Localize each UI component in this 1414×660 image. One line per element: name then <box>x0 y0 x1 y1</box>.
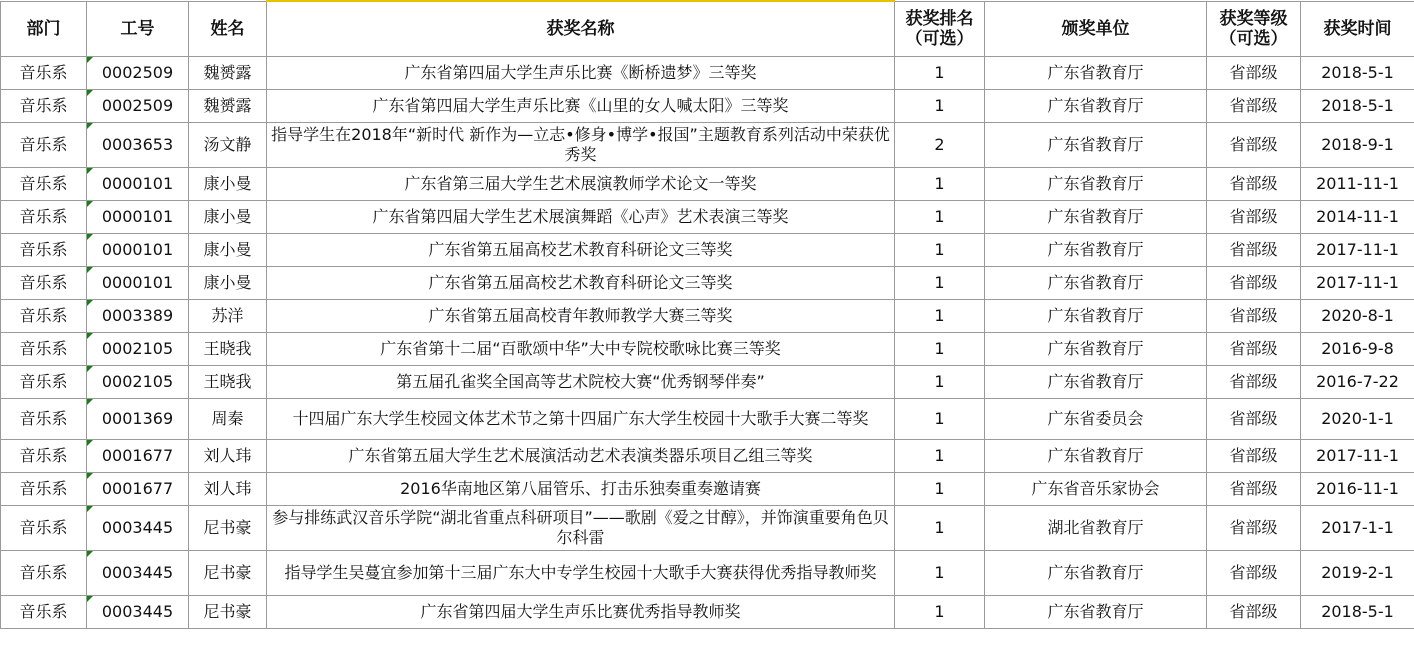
cell-staff-id[interactable]: 0003445 <box>87 506 189 551</box>
cell-department[interactable]: 音乐系 <box>1 300 87 333</box>
cell-award-rank[interactable]: 1 <box>895 90 985 123</box>
cell-award-rank[interactable]: 1 <box>895 551 985 596</box>
cell-staff-id[interactable]: 0003389 <box>87 300 189 333</box>
cell-award-date[interactable]: 2017-11-1 <box>1301 267 1414 300</box>
cell-award-date[interactable]: 2017-11-1 <box>1301 234 1414 267</box>
cell-award-rank[interactable]: 1 <box>895 473 985 506</box>
cell-award-rank[interactable]: 1 <box>895 333 985 366</box>
cell-issuer[interactable]: 广东省教育厅 <box>985 168 1207 201</box>
table-row <box>1 300 1414 333</box>
cell-issuer[interactable]: 广东省音乐家协会 <box>985 473 1207 506</box>
cell-issuer[interactable]: 广东省教育厅 <box>985 201 1207 234</box>
header-award-name[interactable]: 获奖名称 <box>267 1 895 57</box>
cell-award-level[interactable]: 省部级 <box>1207 399 1301 440</box>
cell-department[interactable]: 音乐系 <box>1 168 87 201</box>
cell-department[interactable]: 音乐系 <box>1 551 87 596</box>
cell-award-level[interactable]: 省部级 <box>1207 201 1301 234</box>
cell-name[interactable]: 王晓我 <box>189 333 267 366</box>
cell-issuer[interactable]: 广东省教育厅 <box>985 300 1207 333</box>
cell-name[interactable]: 康小曼 <box>189 267 267 300</box>
cell-award-name[interactable]: 广东省第四届大学生艺术展演舞蹈《心声》艺术表演三等奖 <box>267 201 895 234</box>
cell-department[interactable]: 音乐系 <box>1 399 87 440</box>
cell-award-rank[interactable]: 1 <box>895 596 985 629</box>
cell-issuer[interactable]: 广东省教育厅 <box>985 267 1207 300</box>
cell-award-level[interactable]: 省部级 <box>1207 90 1301 123</box>
header-staff-id[interactable]: 工号 <box>87 1 189 57</box>
cell-award-name[interactable]: 广东省第四届大学生声乐比赛《山里的女人喊太阳》三等奖 <box>267 90 895 123</box>
cell-award-level[interactable]: 省部级 <box>1207 300 1301 333</box>
cell-staff-id[interactable]: 0000101 <box>87 267 189 300</box>
table-row <box>1 506 1414 551</box>
cell-staff-id[interactable]: 0001677 <box>87 473 189 506</box>
cell-staff-id[interactable]: 0000101 <box>87 234 189 267</box>
cell-name[interactable]: 康小曼 <box>189 234 267 267</box>
cell-department[interactable]: 音乐系 <box>1 123 87 168</box>
header-issuer[interactable]: 颁奖单位 <box>985 1 1207 57</box>
cell-award-rank[interactable]: 1 <box>895 57 985 90</box>
cell-department[interactable]: 音乐系 <box>1 473 87 506</box>
cell-award-name[interactable]: 广东省第十二届“百歌颂中华”大中专院校歌咏比赛三等奖 <box>267 333 895 366</box>
cell-award-rank[interactable]: 1 <box>895 506 985 551</box>
cell-award-level[interactable]: 省部级 <box>1207 123 1301 168</box>
cell-award-rank[interactable]: 1 <box>895 267 985 300</box>
table-row <box>1 201 1414 234</box>
cell-staff-id[interactable]: 0003445 <box>87 596 189 629</box>
cell-award-rank[interactable]: 1 <box>895 440 985 473</box>
header-award-level[interactable]: 获奖等级（可选） <box>1207 1 1301 57</box>
table-row <box>1 399 1414 440</box>
cell-award-rank[interactable]: 1 <box>895 168 985 201</box>
header-name[interactable]: 姓名 <box>189 1 267 57</box>
cell-name[interactable]: 苏洋 <box>189 300 267 333</box>
cell-issuer[interactable]: 广东省教育厅 <box>985 57 1207 90</box>
cell-award-date[interactable]: 2019-2-1 <box>1301 551 1414 596</box>
cell-issuer[interactable]: 广东省教育厅 <box>985 234 1207 267</box>
table-row <box>1 333 1414 366</box>
cell-award-name[interactable]: 广东省第五届大学生艺术展演活动艺术表演类器乐项目乙组三等奖 <box>267 440 895 473</box>
cell-award-name[interactable]: 广东省第三届大学生艺术展演教师学术论文一等奖 <box>267 168 895 201</box>
cell-award-level[interactable]: 省部级 <box>1207 440 1301 473</box>
table-row <box>1 57 1414 90</box>
cell-name[interactable]: 汤文静 <box>189 123 267 168</box>
table-row <box>1 168 1414 201</box>
cell-staff-id[interactable]: 0001677 <box>87 440 189 473</box>
cell-award-level[interactable]: 省部级 <box>1207 596 1301 629</box>
cell-department[interactable]: 音乐系 <box>1 506 87 551</box>
table-row <box>1 234 1414 267</box>
cell-award-level[interactable]: 省部级 <box>1207 168 1301 201</box>
cell-department[interactable]: 音乐系 <box>1 267 87 300</box>
cell-staff-id[interactable]: 0002105 <box>87 333 189 366</box>
cell-name[interactable]: 魏赟露 <box>189 57 267 90</box>
cell-award-name[interactable]: 广东省第五届高校青年教师教学大赛三等奖 <box>267 300 895 333</box>
header-award-rank[interactable]: 获奖排名（可选） <box>895 1 985 57</box>
cell-award-rank[interactable]: 1 <box>895 366 985 399</box>
cell-award-rank[interactable]: 1 <box>895 300 985 333</box>
cell-name[interactable]: 周秦 <box>189 399 267 440</box>
cell-department[interactable]: 音乐系 <box>1 201 87 234</box>
cell-award-date[interactable]: 2016-7-22 <box>1301 366 1414 399</box>
cell-award-level[interactable]: 省部级 <box>1207 551 1301 596</box>
table-row <box>1 267 1414 300</box>
header-award-date[interactable]: 获奖时间 <box>1301 1 1414 57</box>
cell-award-date[interactable]: 2020-1-1 <box>1301 399 1414 440</box>
table-row <box>1 90 1414 123</box>
cell-award-date[interactable]: 2018-9-1 <box>1301 123 1414 168</box>
header-department[interactable]: 部门 <box>1 1 87 57</box>
cell-department[interactable]: 音乐系 <box>1 57 87 90</box>
cell-issuer[interactable]: 广东省教育厅 <box>985 596 1207 629</box>
cell-name[interactable]: 刘人玮 <box>189 440 267 473</box>
table-row <box>1 473 1414 506</box>
table-row <box>1 596 1414 629</box>
cell-award-date[interactable]: 2018-5-1 <box>1301 90 1414 123</box>
cell-issuer[interactable]: 广东省教育厅 <box>985 440 1207 473</box>
cell-issuer[interactable]: 广东省委员会 <box>985 399 1207 440</box>
cell-award-name[interactable]: 指导学生吴蔓宜参加第十三届广东大中专学生校园十大歌手大赛获得优秀指导教师奖 <box>267 551 895 596</box>
cell-award-name[interactable]: 2016华南地区第八届管乐、打击乐独奏重奏邀请赛 <box>267 473 895 506</box>
cell-department[interactable]: 音乐系 <box>1 234 87 267</box>
cell-award-name[interactable]: 广东省第五届高校艺术教育科研论文三等奖 <box>267 267 895 300</box>
header-row <box>1 1 1414 57</box>
cell-award-name[interactable]: 指导学生在2018年“新时代 新作为—立志•修身•博学•报国”主题教育系列活动中荣获优秀奖 <box>267 123 895 168</box>
cell-award-name[interactable]: 广东省第四届大学生声乐比赛优秀指导教师奖 <box>267 596 895 629</box>
cell-award-date[interactable]: 2018-5-1 <box>1301 596 1414 629</box>
cell-department[interactable]: 音乐系 <box>1 333 87 366</box>
cell-name[interactable]: 尼书豪 <box>189 506 267 551</box>
cell-award-name[interactable]: 参与排练武汉音乐学院“湖北省重点科研项目”——歌剧《爱之甘醇》，并饰演重要角色贝尔科雷 <box>267 506 895 551</box>
cell-award-rank[interactable]: 2 <box>895 123 985 168</box>
cell-staff-id[interactable]: 0000101 <box>87 201 189 234</box>
cell-award-level[interactable]: 省部级 <box>1207 267 1301 300</box>
table-row <box>1 123 1414 168</box>
cell-award-level[interactable]: 省部级 <box>1207 333 1301 366</box>
cell-award-level[interactable]: 省部级 <box>1207 473 1301 506</box>
cell-award-date[interactable]: 2018-5-1 <box>1301 57 1414 90</box>
cell-award-date[interactable]: 2017-11-1 <box>1301 440 1414 473</box>
cell-award-date[interactable]: 2017-1-1 <box>1301 506 1414 551</box>
cell-name[interactable]: 王晓我 <box>189 366 267 399</box>
cell-issuer[interactable]: 广东省教育厅 <box>985 90 1207 123</box>
cell-name[interactable]: 康小曼 <box>189 168 267 201</box>
cell-award-date[interactable]: 2016-9-8 <box>1301 333 1414 366</box>
cell-award-name[interactable]: 第五届孔雀奖全国高等艺术院校大赛“优秀钢琴伴奏” <box>267 366 895 399</box>
cell-name[interactable]: 魏赟露 <box>189 90 267 123</box>
cell-issuer[interactable]: 广东省教育厅 <box>985 333 1207 366</box>
cell-staff-id[interactable]: 0003653 <box>87 123 189 168</box>
cell-award-rank[interactable]: 1 <box>895 399 985 440</box>
cell-award-name[interactable]: 广东省第四届大学生声乐比赛《断桥遗梦》三等奖 <box>267 57 895 90</box>
cell-department[interactable]: 音乐系 <box>1 366 87 399</box>
cell-award-name[interactable]: 广东省第五届高校艺术教育科研论文三等奖 <box>267 234 895 267</box>
cell-issuer[interactable]: 湖北省教育厅 <box>985 506 1207 551</box>
cell-issuer[interactable]: 广东省教育厅 <box>985 366 1207 399</box>
cell-name[interactable]: 康小曼 <box>189 201 267 234</box>
cell-award-name[interactable]: 十四届广东大学生校园文体艺术节之第十四届广东大学生校园十大歌手大赛二等奖 <box>267 399 895 440</box>
cell-department[interactable]: 音乐系 <box>1 90 87 123</box>
cell-award-date[interactable]: 2014-11-1 <box>1301 201 1414 234</box>
cell-department[interactable]: 音乐系 <box>1 596 87 629</box>
cell-award-level[interactable]: 省部级 <box>1207 506 1301 551</box>
cell-award-rank[interactable]: 1 <box>895 201 985 234</box>
table-row <box>1 551 1414 596</box>
cell-name[interactable]: 尼书豪 <box>189 551 267 596</box>
cell-staff-id[interactable]: 0002105 <box>87 366 189 399</box>
cell-staff-id[interactable]: 0002509 <box>87 90 189 123</box>
cell-department[interactable]: 音乐系 <box>1 440 87 473</box>
cell-name[interactable]: 尼书豪 <box>189 596 267 629</box>
cell-award-rank[interactable]: 1 <box>895 234 985 267</box>
cell-award-level[interactable]: 省部级 <box>1207 57 1301 90</box>
cell-staff-id[interactable]: 0001369 <box>87 399 189 440</box>
cell-staff-id[interactable]: 0003445 <box>87 551 189 596</box>
cell-award-date[interactable]: 2016-11-1 <box>1301 473 1414 506</box>
cell-staff-id[interactable]: 0002509 <box>87 57 189 90</box>
cell-award-date[interactable]: 2020-8-1 <box>1301 300 1414 333</box>
cell-award-date[interactable]: 2011-11-1 <box>1301 168 1414 201</box>
cell-staff-id[interactable]: 0000101 <box>87 168 189 201</box>
table-row <box>1 366 1414 399</box>
cell-issuer[interactable]: 广东省教育厅 <box>985 123 1207 168</box>
cell-issuer[interactable]: 广东省教育厅 <box>985 551 1207 596</box>
cell-name[interactable]: 刘人玮 <box>189 473 267 506</box>
cell-award-level[interactable]: 省部级 <box>1207 366 1301 399</box>
cell-award-level[interactable]: 省部级 <box>1207 234 1301 267</box>
table-row <box>1 440 1414 473</box>
